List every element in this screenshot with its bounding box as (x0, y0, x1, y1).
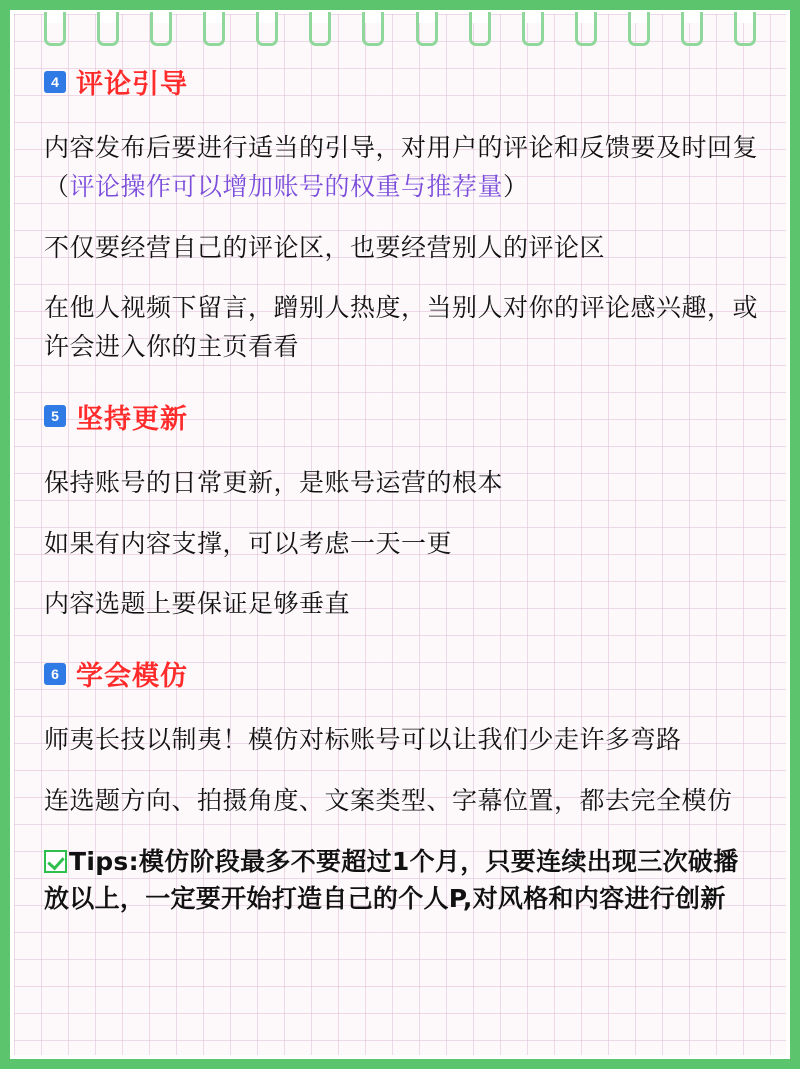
section-heading-5 (44, 397, 760, 436)
paragraph (44, 129, 760, 207)
spiral-ring-icon (97, 12, 119, 46)
check-box-icon (44, 850, 67, 873)
spiral-ring-icon (681, 12, 703, 46)
spiral-ring-icon (628, 12, 650, 46)
spiral-ring-icon (416, 12, 438, 46)
section-heading-4 (44, 62, 760, 101)
spiral-ring-icon (734, 12, 756, 46)
paragraph: 在他人视频下留言，蹭别人热度，当别人对你的评论感兴趣，或许会进入你的主页看看 (44, 293, 759, 361)
section-number-badge: 4 (44, 71, 66, 93)
section-title: 坚持更新 (76, 403, 188, 435)
spiral-ring-icon (150, 12, 172, 46)
spiral-ring-icon (362, 12, 384, 46)
tips-block (44, 843, 760, 918)
spiral-ring-icon (469, 12, 491, 46)
spiral-ring-icon (575, 12, 597, 46)
section-title: 学会模仿 (76, 661, 188, 692)
section-number-badge: 6 (44, 663, 66, 685)
spiral-ring-icon (44, 12, 66, 46)
spiral-ring-icon (309, 12, 331, 46)
section-title: 评论引导 (76, 69, 188, 100)
section-heading-6 (44, 654, 760, 693)
spiral-ring-icon (203, 12, 225, 46)
paragraph: 如果有内容支撑，可以考虑一天一更 (44, 528, 453, 558)
paragraph: 不仅要经营自己的评论区，也要经营别人的评论区 (44, 232, 606, 262)
tips-label: Tips: (69, 846, 139, 876)
paragraph: 师夷长技以制夷！模仿对标账号可以让我们少走许多弯路 (44, 725, 682, 754)
tips-text: 模仿阶段最多不要超过1个月，只要连续出现三次破播放以上，一定要开始打造自己的个人P,对风格和内容进行创新 (44, 846, 739, 913)
paragraph-text-after: ） (503, 171, 529, 201)
paragraph-highlight: 评论操作可以增加账号的权重与推荐量 (69, 171, 504, 201)
paragraph-text: 内容发布后要进行适当的引导，对用户的评论和反馈要及时回复（ (44, 133, 759, 201)
section-number-badge: 5 (44, 405, 66, 427)
note-content (44, 62, 760, 1042)
paragraph: 连选题方向、拍摄角度、文案类型、字幕位置，都去完全模仿 (44, 785, 733, 815)
spiral-ring-icon (522, 12, 544, 46)
spiral-ring-icon (256, 12, 278, 46)
paragraph: 内容选题上要保证足够垂直 (44, 589, 351, 619)
paragraph: 保持账号的日常更新，是账号运营的根本 (44, 467, 504, 497)
spiral-binding (14, 14, 786, 56)
